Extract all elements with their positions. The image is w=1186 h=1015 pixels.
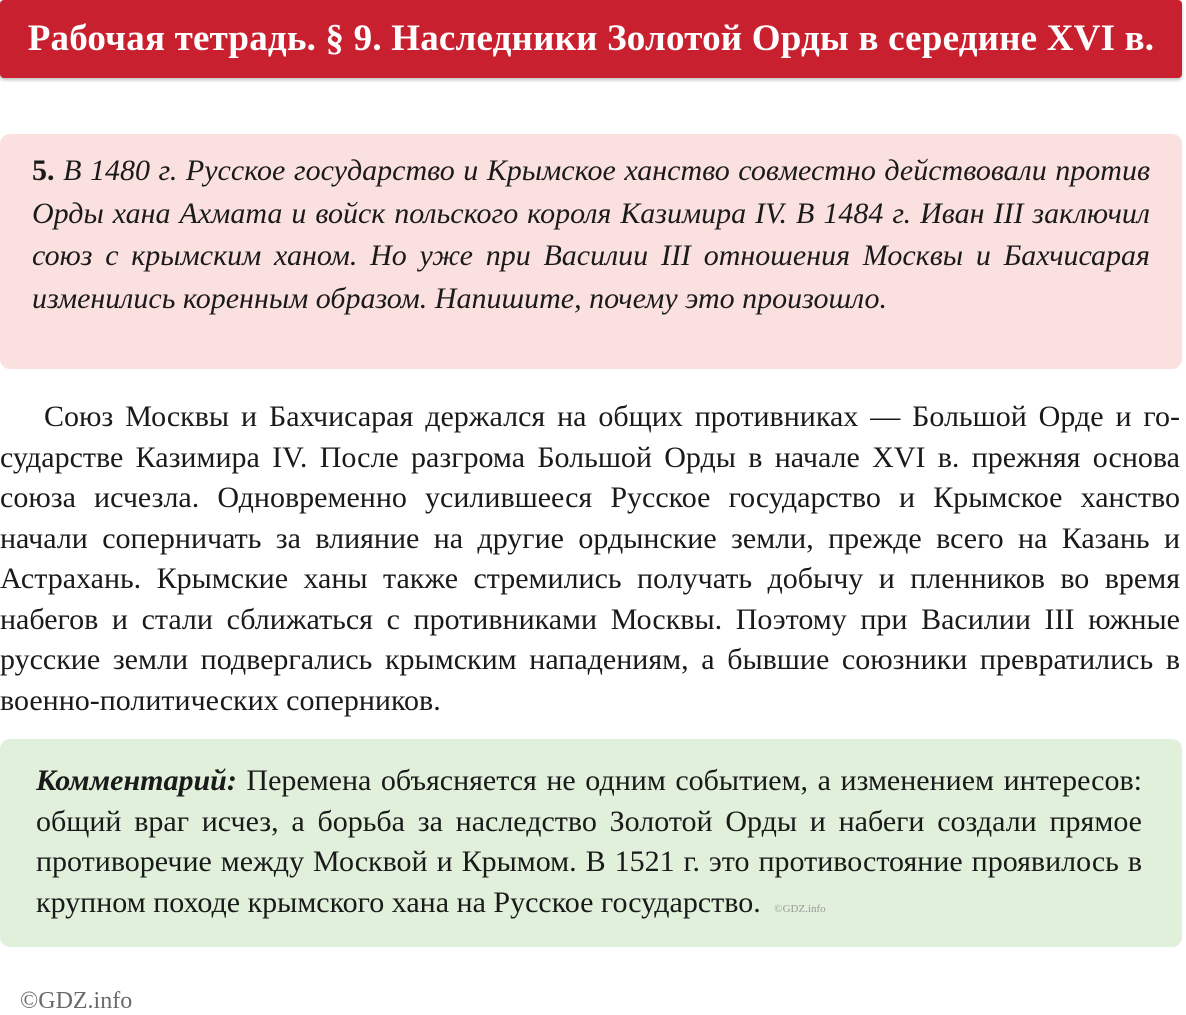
inline-watermark: ©GDZ.info [774,902,826,915]
comment-text: Перемена объясняется не одним событием, а изменением интересов: общий враг исчез, а борьба за наследство Золотой Орды и набеги создали прямое противоречие между Москвой и Крымом. В 1521 г. это противостояние проявилось в крупном походе крымского хана на Русское государство. [36,764,1142,919]
footer-watermark: ©GDZ.info [20,988,133,1014]
task-number: 5. [32,154,55,187]
task-box [0,134,1182,369]
page-header [0,0,1182,78]
task-text-block [32,150,1150,320]
comment-text-block [36,761,1142,929]
comment-box [0,739,1182,947]
comment-label: Комментарий: [36,764,237,797]
page-title: Рабочая тетрадь. § 9. Наследники Золотой Орды в середине XVI в. [27,18,1155,59]
answer-text: Союз Москвы и Бахчисарая держался на общих противниках — Большой Орде и государстве Казимира IV. После разгрома Большой Орды в начале XVI в. прежняя основа союза исчезла. Одновременно усилившееся Русское государство и Крымское ханство начали соперничать за влияние на другие ордынские земли, прежде всего на Казань и Астрахань. Крымские ханы также стремились получать добычу и пленников во время набегов и стали сближаться с противниками Москвы. Поэтому при Василии III южные русские земли подвергались крымским нападениям, а бывшие союзники превратились в военно-политических соперников. [0,400,1180,717]
task-text: В 1480 г. Русское государство и Крымское ханство совместно действовали против Орды хана Ахмата и войск польского короля Казимира IV. В 1484 г. Иван III заключил союз с крымским ханом. Но уже при Василии III отношения Москвы и Бахчисарая изменились коренным образом. Напишите, почему это произошло. [32,154,1150,315]
